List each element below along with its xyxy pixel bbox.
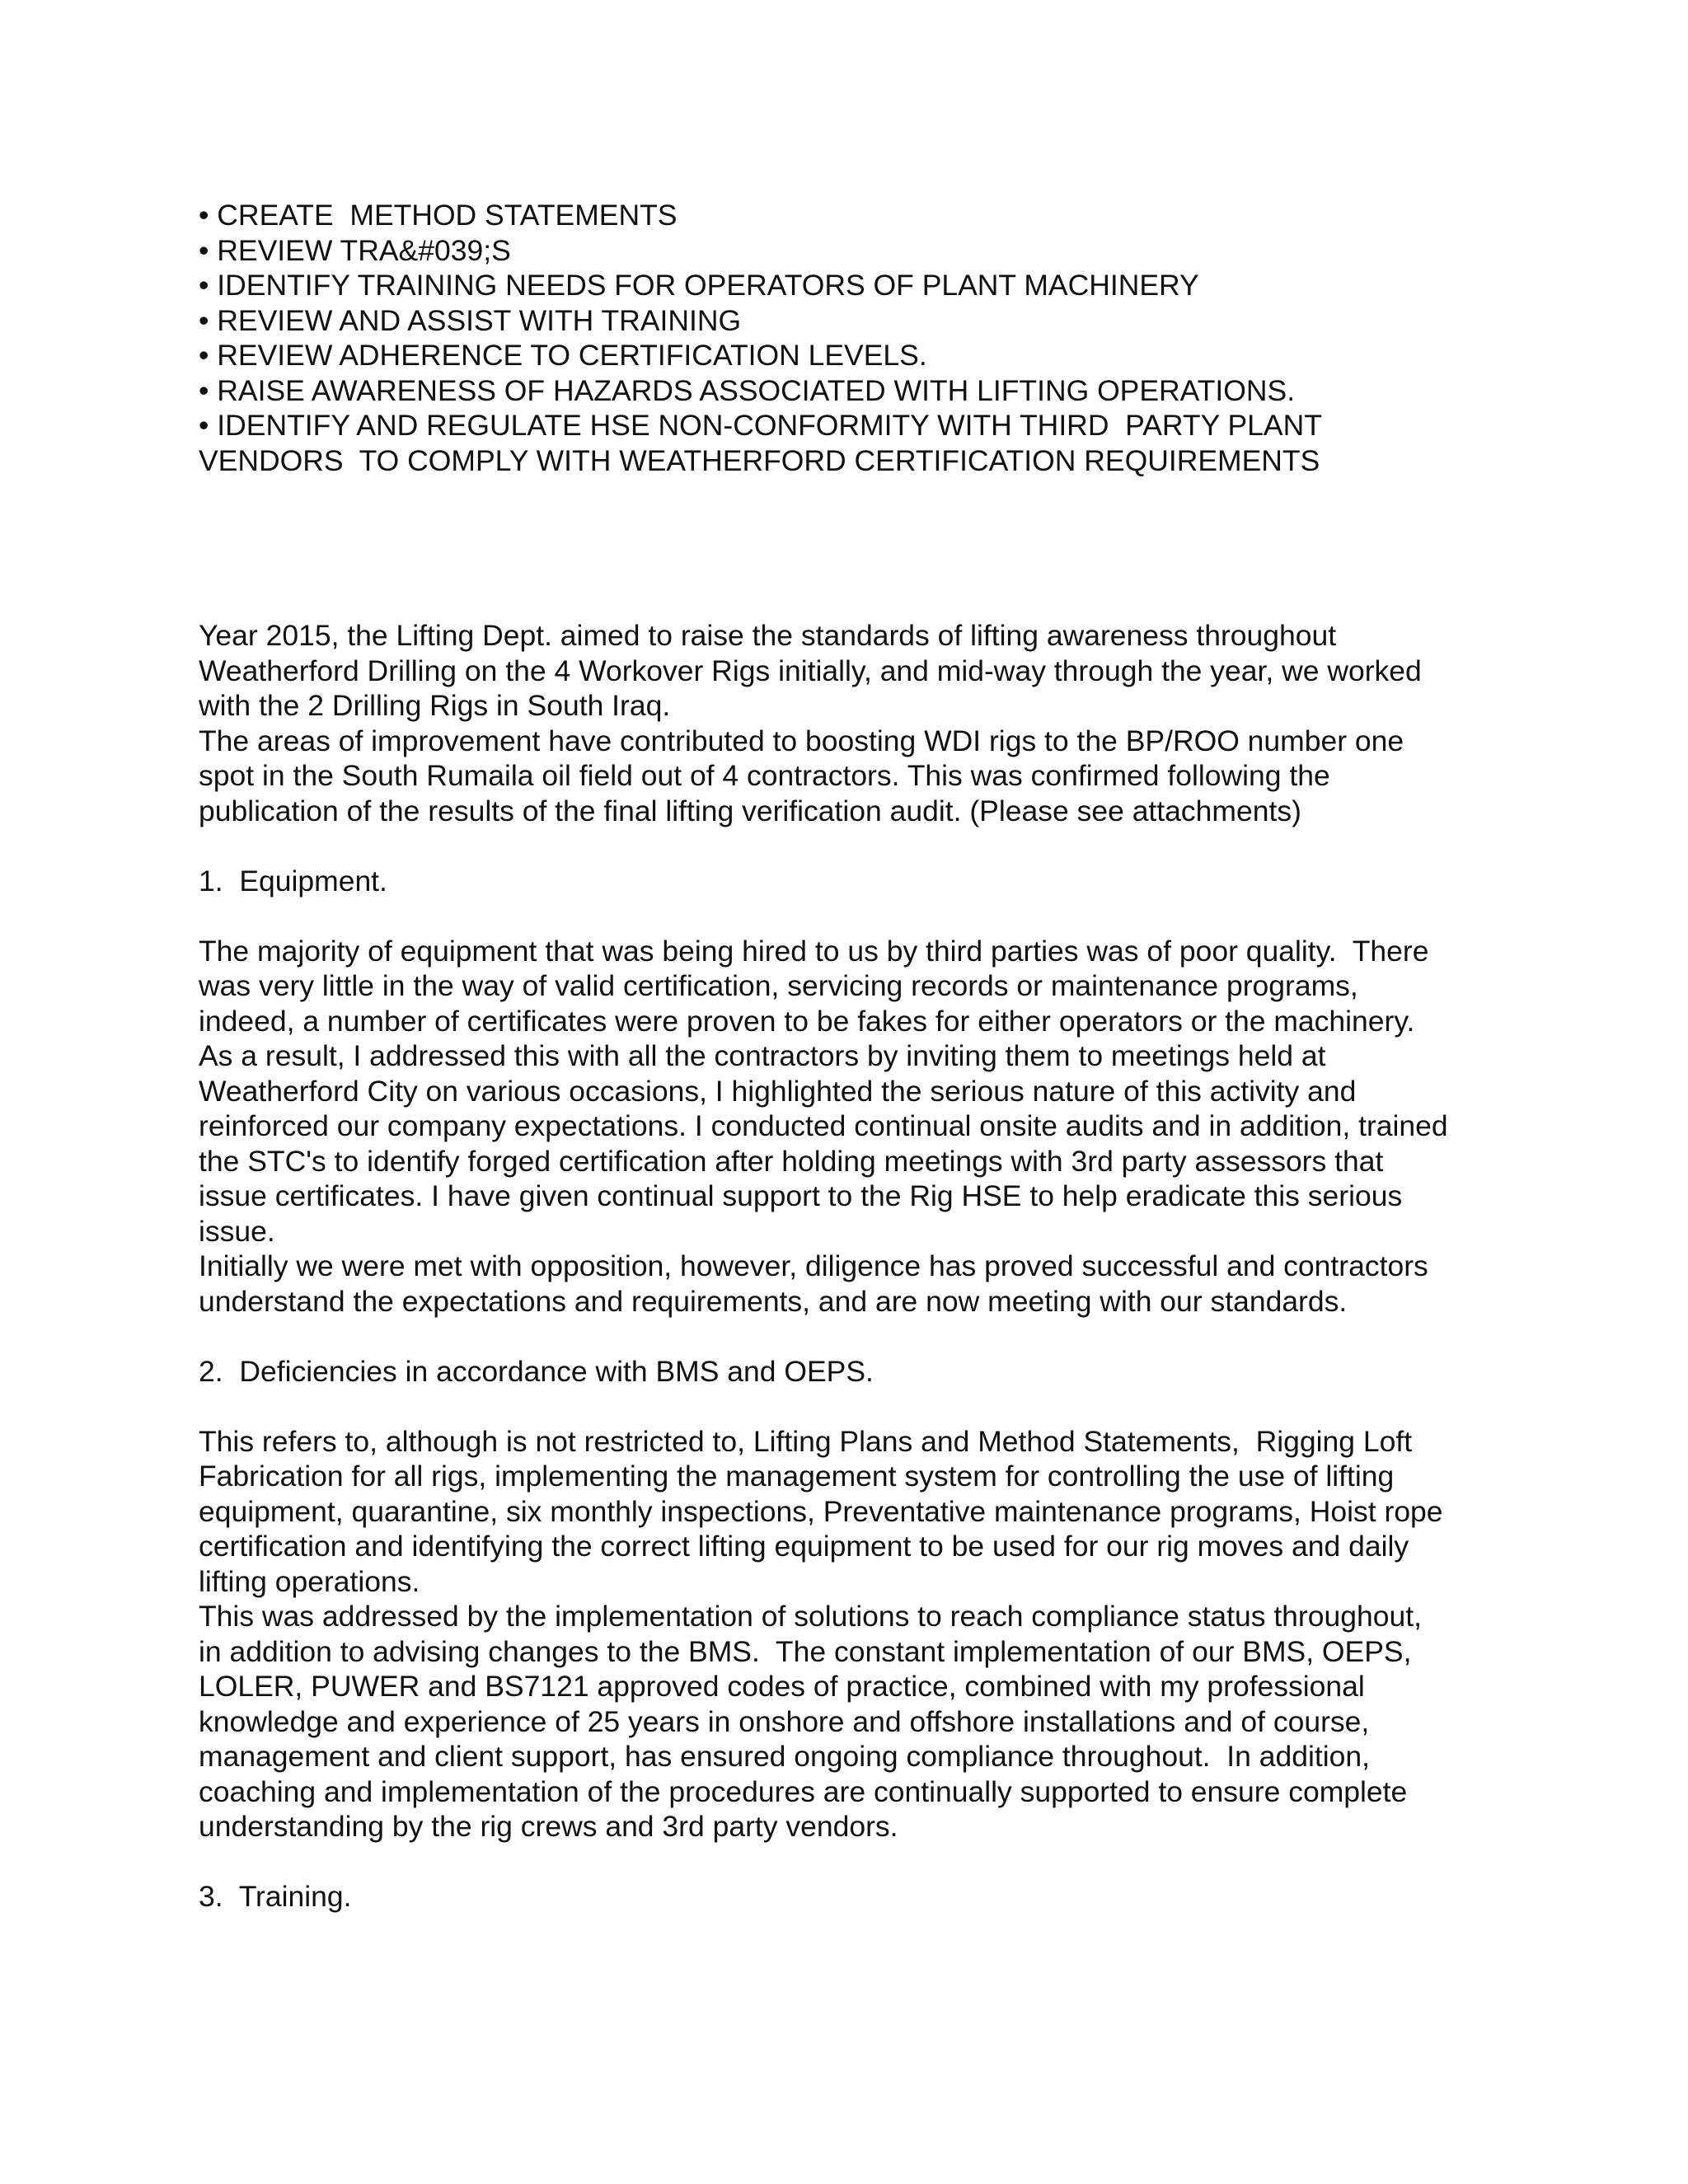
list-item: • IDENTIFY TRAINING NEEDS FOR OPERATORS OF PLANT MACHINERY — [199, 269, 1199, 302]
equipment-paragraph: The majority of equipment that was being hired to us by third parties was of poor quality. There was very little in the way of valid certification, servicing records or maintenance programs, indeed, a number of certificates were proven to be fakes for either operators or the machinery. As a result, I addressed this with all the contractors by inviting them to meetings held at Weatherford City on various occasions, I highlighted the serious nature of this activity and reinforced our company expectations. I conducted continual onsite audits and in addition, trained the STC's to identify forged certification after holding meetings with 3rd party assessors that issue certificates. I have given continual support to the Rig HSE to help eradicate this serious issue. — [199, 934, 1448, 1248]
equipment-paragraph-2: Initially we were met with opposition, however, diligence has proved successful and contractors understand the expectations and requirements, and are now meeting with our standards. — [199, 1249, 1428, 1318]
deficiencies-paragraph: This refers to, although is not restricted to, Lifting Plans and Method Statements, Rigging Loft Fabrication for all rigs, implementing the management system for controlling the use of lifting equipment, quarantine, six monthly inspections, Preventative maintenance programs, Hoist rope certification and identifying the correct lifting equipment to be used for our rig moves and daily lifting operations. — [199, 1424, 1443, 1598]
spacer — [199, 478, 1501, 618]
intro-paragraph-2: The areas of improvement have contributed to boosting WDI rigs to the BP/ROO number one spot in the South Rumaila oil field out of 4 contractors. This was confirmed following the publication of the results of the final lifting verification audit. (Please see attachments) — [199, 724, 1404, 827]
document-page — [199, 198, 1501, 1915]
spacer — [199, 1389, 1501, 1424]
list-item: • CREATE METHOD STATEMENTS — [199, 199, 678, 232]
list-item: • REVIEW ADHERENCE TO CERTIFICATION LEVELS. — [199, 339, 927, 372]
responsibilities-list — [199, 198, 1501, 478]
section-heading-deficiencies: 2. Deficiencies in accordance with BMS and OEPS. — [199, 1354, 874, 1388]
section-heading-training: 3. Training. — [199, 1880, 352, 1913]
list-item: • IDENTIFY AND REGULATE HSE NON-CONFORMITY WITH THIRD PARTY PLANT VENDORS TO COMPLY WITH WEATHERFORD CERTIFICATION REQUIREMENTS — [199, 409, 1322, 477]
section-heading-equipment: 1. Equipment. — [199, 864, 387, 898]
list-item: • REVIEW AND ASSIST WITH TRAINING — [199, 303, 742, 337]
spacer — [199, 1319, 1501, 1354]
spacer — [199, 1844, 1501, 1880]
spacer — [199, 828, 1501, 864]
spacer — [199, 898, 1501, 934]
list-item: • REVIEW TRA&#039;S — [199, 233, 511, 267]
deficiencies-paragraph-2: This was addressed by the implementation of solutions to reach compliance status throughout, in addition to advising changes to the BMS. The constant implementation of our BMS, OEPS, LOLER, PUWER and BS7121 approved codes of practice, combined with my professional knowledge and experience of 25 years in onshore and offshore installations and of course, management and client support, has ensured ongoing compliance throughout. In addition, coaching and implementation of the procedures are continually supported to ensure complete understanding by the rig crews and 3rd party vendors. — [199, 1600, 1422, 1843]
list-item: • RAISE AWARENESS OF HAZARDS ASSOCIATED WITH LIFTING OPERATIONS. — [199, 373, 1296, 407]
intro-paragraph: Year 2015, the Lifting Dept. aimed to raise the standards of lifting awareness throughout Weatherford Drilling on the 4 Workover Rigs initially, and mid-way through the year, we worked with the 2 Drilling Rigs in South Iraq. — [199, 619, 1422, 722]
